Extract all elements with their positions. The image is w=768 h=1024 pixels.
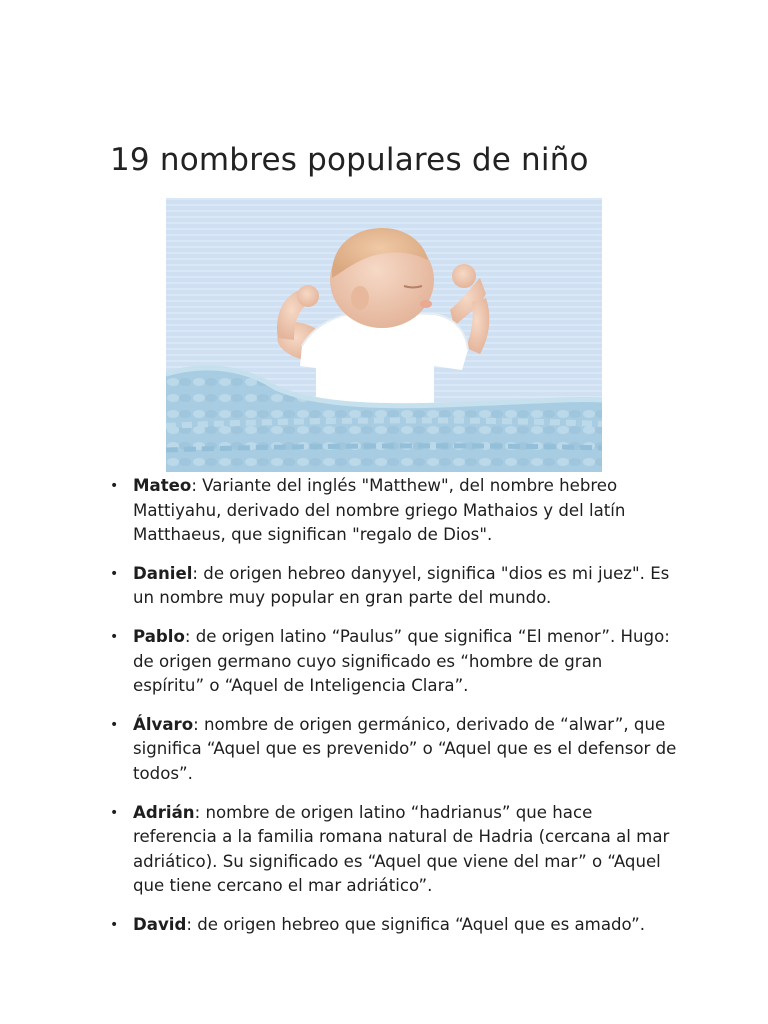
page-title: 19 nombres populares de niño — [110, 142, 589, 178]
list-item — [108, 713, 678, 787]
name-description: : nombre de origen germánico, derivado de “alwar”, que significa “Aquel que es prevenido” o “Aquel que es el defensor de todos”. — [133, 714, 677, 783]
bullet-icon: • — [110, 565, 119, 582]
boy-name: Pablo — [133, 626, 185, 646]
boy-name: Mateo — [133, 476, 192, 495]
bullet-icon: • — [110, 716, 119, 733]
bullet-icon: • — [110, 478, 119, 494]
name-description: : Variante del inglés "Matthew", del nombre hebreo Mattiyahu, derivado del nombre griego Mathaios y del latín Matthaeus, que significan "regalo de Dios". — [133, 476, 626, 545]
name-description: : de origen hebreo que significa “Aquel que es amado”. — [186, 914, 645, 934]
names-list — [108, 474, 678, 952]
list-item — [108, 562, 678, 611]
bullet-icon: • — [110, 804, 119, 821]
list-item — [108, 474, 678, 548]
bullet-icon: • — [110, 916, 119, 933]
boy-name: Álvaro — [133, 714, 194, 734]
boy-name: Adrián — [133, 802, 195, 822]
sleeping-baby-photo — [166, 198, 602, 472]
bullet-icon: • — [110, 628, 119, 645]
name-description: : nombre de origen latino “hadrianus” que hace referencia a la familia romana natural de Hadria (cercana al mar adriático). Su significado es “Aquel que viene del mar” o “Aquel que tiene cercano el mar adriático”. — [133, 802, 670, 896]
list-item — [108, 801, 678, 899]
name-description: : de origen latino “Paulus” que significa “El menor”. Hugo: de origen germano cuyo significado es “hombre de gran espíritu” o “Aquel de Inteligencia Clara”. — [133, 626, 670, 696]
list-item — [108, 913, 678, 938]
name-description: : de origen hebreo danyyel, significa "dios es mi juez". Es un nombre muy popular en gran parte del mundo. — [133, 563, 670, 608]
boy-name: Daniel — [133, 563, 193, 583]
list-item — [108, 625, 678, 699]
boy-name: David — [133, 914, 187, 934]
